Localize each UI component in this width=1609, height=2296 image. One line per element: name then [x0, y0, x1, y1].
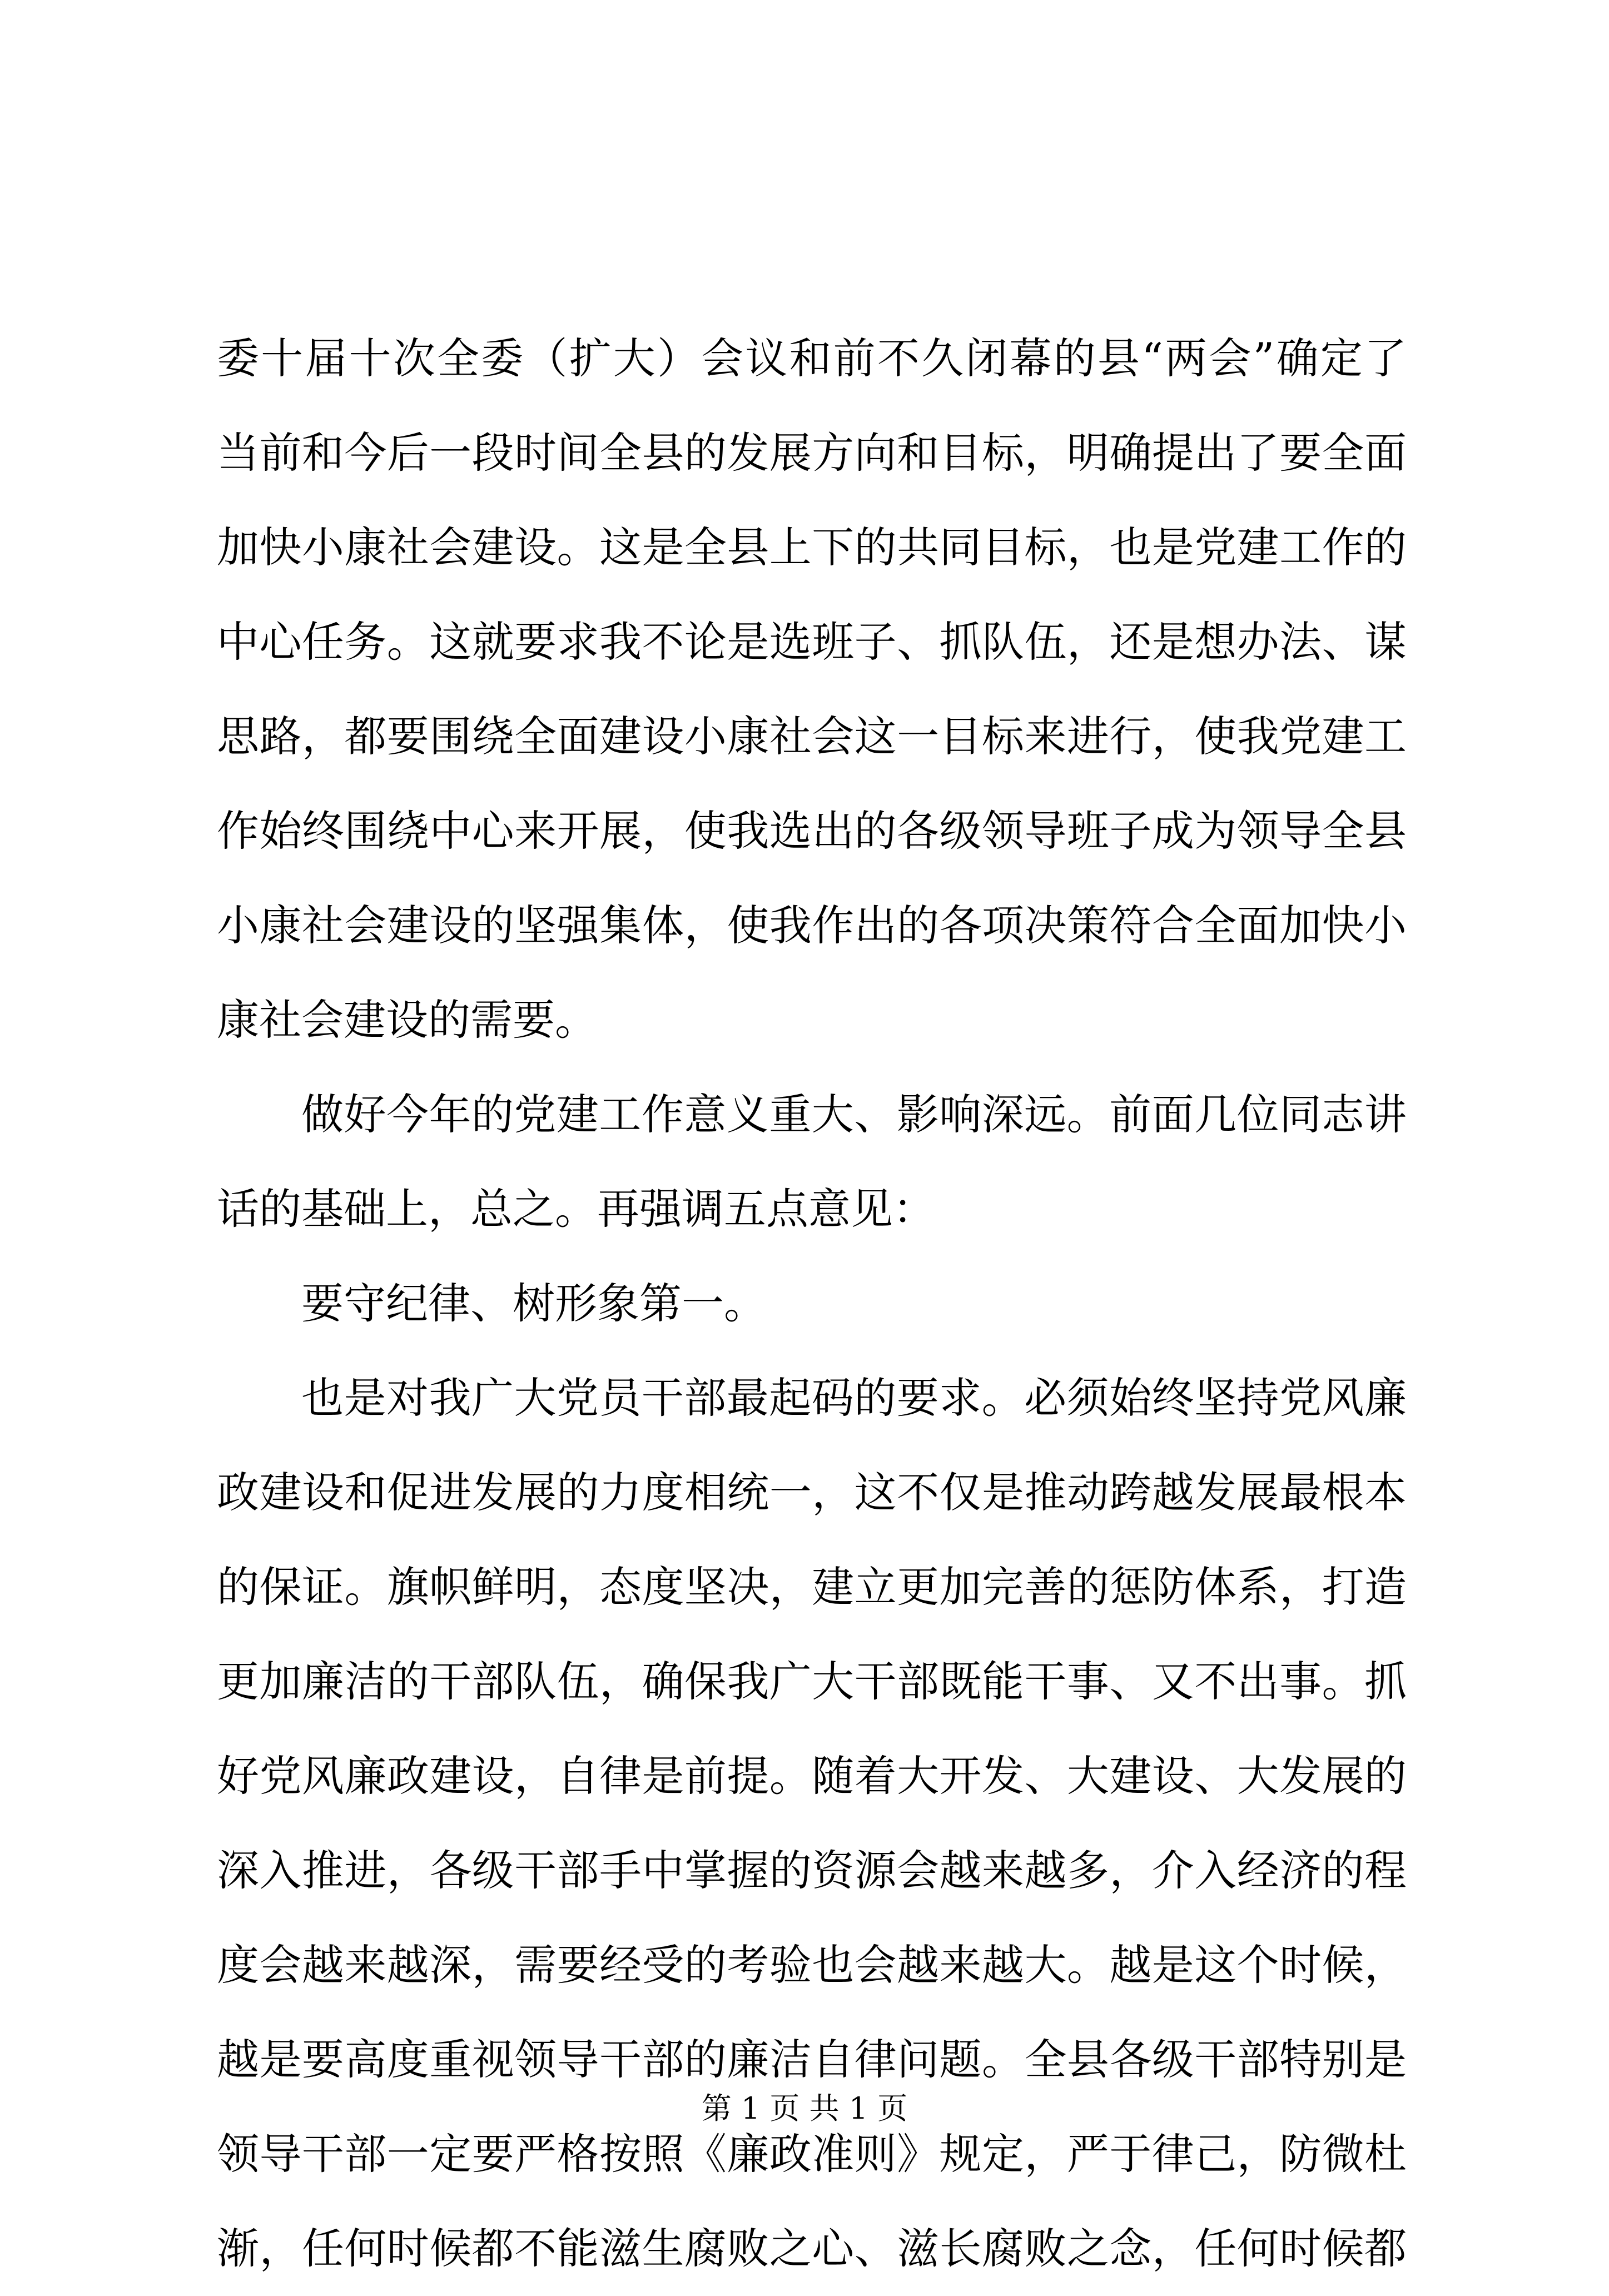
paragraph-1-line-8: 康社会建设的需要。 [217, 995, 597, 1045]
paragraph-4-line-3: 的保证。旗帜鲜明，态度坚决，建立更加完善的惩防体系，打造 [217, 1562, 1407, 1612]
paragraph-4-line-4: 更加廉洁的干部队伍，确保我广大干部既能干事、又不出事。抓 [217, 1657, 1407, 1706]
paragraph-4-line-2: 政建设和促进发展的力度相统一，这不仅是推动跨越发展最根本 [217, 1468, 1407, 1517]
paragraph-1-line-2: 当前和今后一段时间全县的发展方向和目标，明确提出了要全面 [217, 428, 1407, 478]
paragraph-4-line-5: 好党风廉政建设，自律是前提。随着大开发、大建设、大发展的 [217, 1751, 1407, 1801]
paragraph-1-line-6: 作始终围绕中心来开展，使我选出的各级领导班子成为领导全县 [217, 806, 1407, 856]
paragraph-4-line-7: 度会越来越深，需要经受的考验也会越来越大。越是这个时候， [217, 1940, 1407, 1990]
paragraph-2-line-1: 做好今年的党建工作意义重大、影响深远。前面几位同志讲 [301, 1090, 1407, 1139]
paragraph-4-line-9: 领导干部一定要严格按照《廉政准则》规定，严于律己，防微杜 [217, 2129, 1407, 2179]
paragraph-1-line-7: 小康社会建设的坚强集体，使我作出的各项决策符合全面加快小 [217, 901, 1407, 950]
paragraph-1-line-3: 加快小康社会建设。这是全县上下的共同目标，也是党建工作的 [217, 523, 1407, 572]
paragraph-4-line-6: 深入推进，各级干部手中掌握的资源会越来越多，介入经济的程 [217, 1846, 1407, 1895]
paragraph-1-line-4: 中心任务。这就要求我不论是选班子、抓队伍，还是想办法、谋 [217, 617, 1407, 667]
page-number-label: 第 1 页 共 1 页 [701, 2091, 908, 2126]
section-heading: 要守纪律、树形象第一。 [301, 1279, 766, 1328]
paragraph-1-line-1: 委十届十次全委（扩大）会议和前不久闭幕的县“两会”确定了 [217, 334, 1407, 383]
paragraph-4-line-8: 越是要高度重视领导干部的廉洁自律问题。全县各级干部特别是 [217, 2035, 1407, 2084]
paragraph-4-line-10: 渐，任何时候都不能滋生腐败之心、滋长腐败之念，任何时候都 [217, 2224, 1407, 2273]
paragraph-4-line-1: 也是对我广大党员干部最起码的要求。必须始终坚持党风廉 [301, 1373, 1407, 1423]
page-footer [0, 2089, 1609, 2128]
paragraph-2-line-2: 话的基础上，总之。再强调五点意见： [217, 1184, 935, 1234]
document-body [217, 311, 1407, 2296]
paragraph-1-line-5: 思路，都要围绕全面建设小康社会这一目标来进行，使我党建工 [217, 712, 1407, 761]
